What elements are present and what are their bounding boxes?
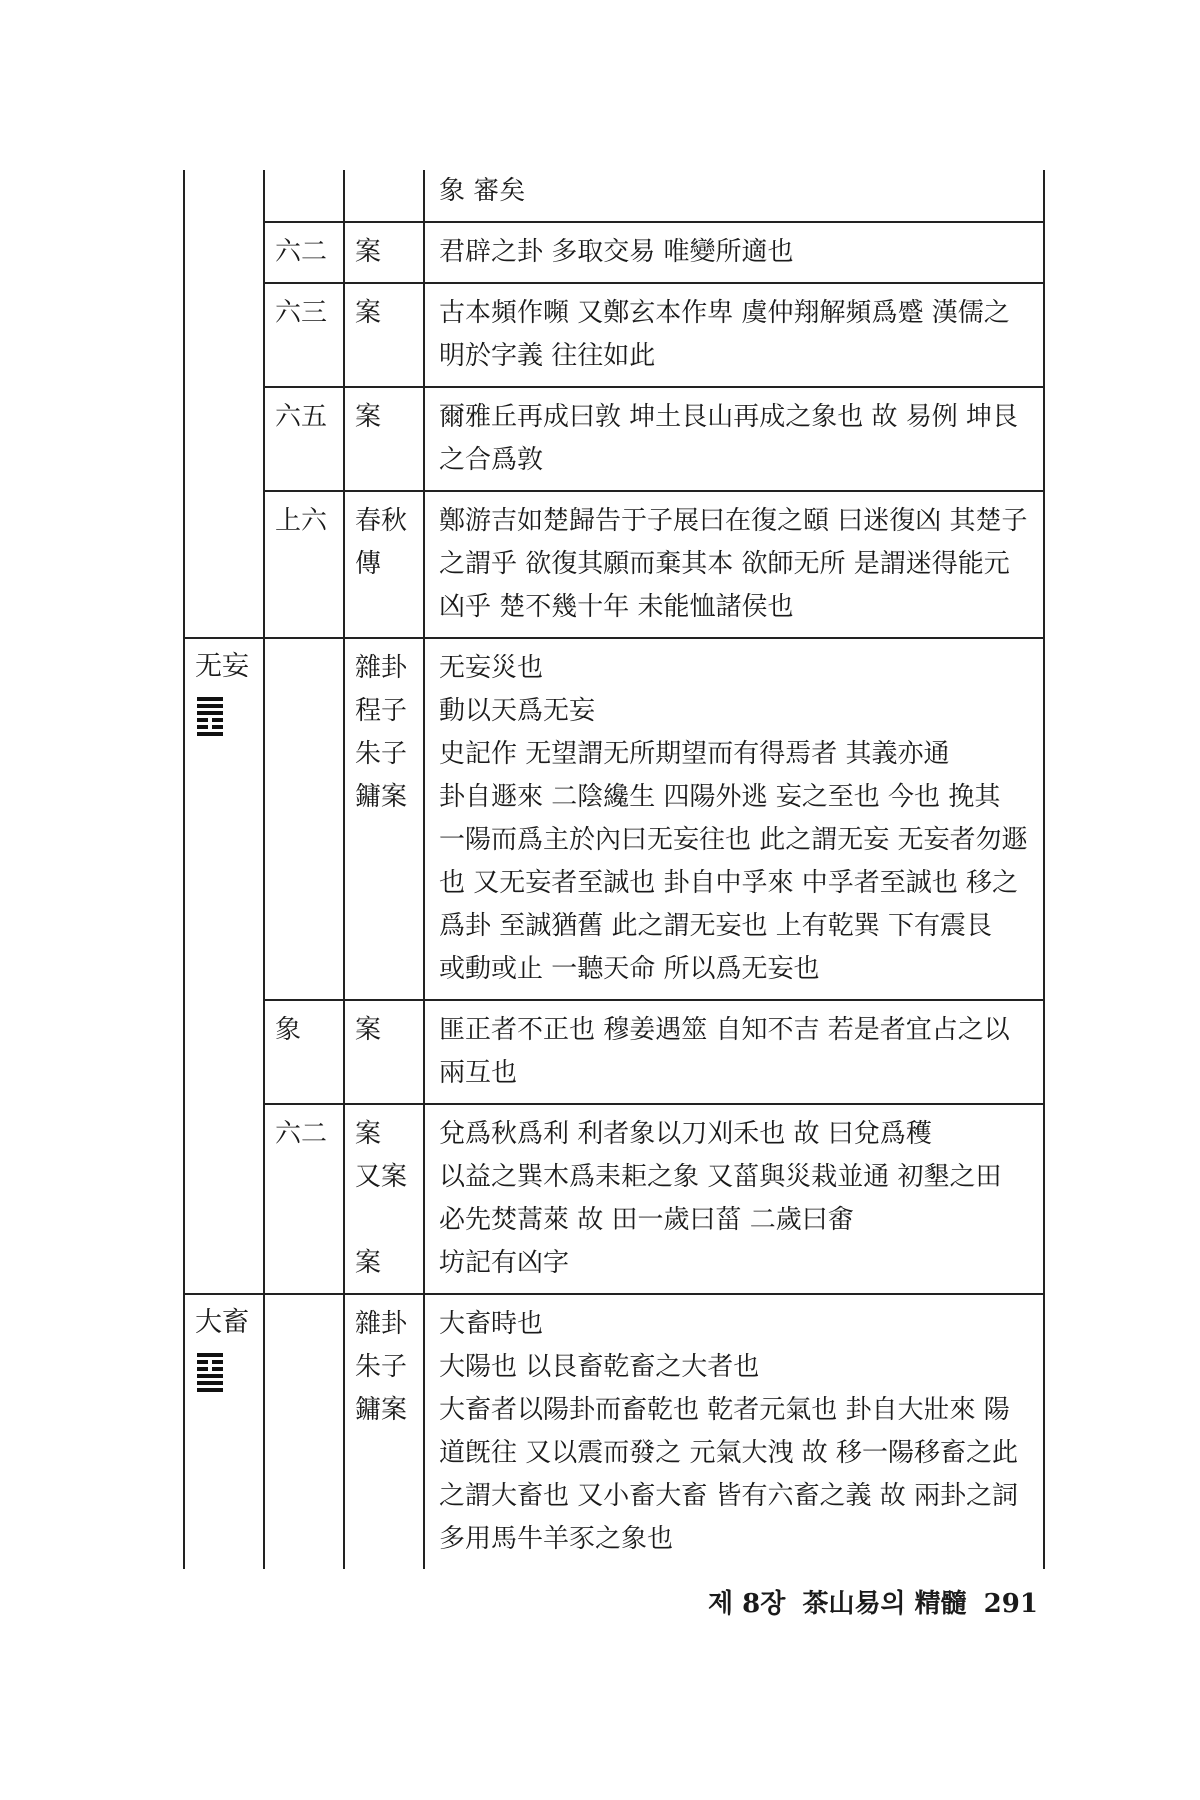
- commentary-line: 道旣往 又以震而發之 元氣大洩 故 移一陽移畜之此: [439, 1438, 1019, 1468]
- source-cell: [344, 170, 424, 222]
- table-row: [184, 1294, 1044, 1569]
- table-row: [184, 1000, 1044, 1104]
- source-label: 朱子: [355, 739, 408, 769]
- commentary-cell: [424, 283, 1044, 387]
- commentary-line: 大畜者以陽卦而畜乾也 乾者元氣也 卦自大壯來 陽: [439, 1395, 1010, 1425]
- commentary-cell: [424, 1000, 1044, 1104]
- hexagram-daxu-icon: [197, 1353, 223, 1392]
- line-position-cell: 六二: [264, 1104, 344, 1294]
- commentary-line: 也 又无妄者至誠也 卦自中孚來 中孚者至誠也 移之: [439, 868, 1019, 898]
- hexagram-cell: [184, 1294, 264, 1569]
- source-label: 程子: [355, 696, 408, 726]
- commentary-table: [183, 170, 1045, 1569]
- source-cell: [344, 1104, 424, 1294]
- commentary-line: 兩互也: [439, 1058, 518, 1088]
- line-position-cell: 六三: [264, 283, 344, 387]
- line-position-cell: [264, 1294, 344, 1569]
- line-position-cell: [264, 638, 344, 1000]
- source-label: 案: [355, 1248, 382, 1278]
- table-row: [184, 222, 1044, 283]
- source-label: [355, 1199, 413, 1242]
- hexagram-wuwang-icon: [197, 697, 223, 736]
- commentary-line: 兌爲秋爲利 利者象以刀刈禾也 故 曰兌爲穫: [439, 1119, 932, 1149]
- commentary-cell: [424, 1104, 1044, 1294]
- chapter-label: 제 8장: [708, 1589, 786, 1619]
- commentary-line: 爾雅丘再成曰敦 坤土艮山再成之象也 故 易例 坤艮: [439, 402, 1019, 432]
- source-label: 鏞案: [355, 1395, 408, 1425]
- commentary-cell: [424, 222, 1044, 283]
- source-cell: [344, 491, 424, 638]
- commentary-line: 君辟之卦 多取交易 唯變所適也: [439, 237, 794, 267]
- commentary-line: 或動或止 一聽天命 所以爲无妄也: [439, 954, 820, 984]
- commentary-cell: [424, 491, 1044, 638]
- table-row: [184, 283, 1044, 387]
- table-row: [184, 387, 1044, 491]
- commentary-line: 多用馬牛羊豕之象也: [439, 1524, 674, 1554]
- commentary-line: 大畜時也: [439, 1309, 544, 1339]
- commentary-line: 鄭游吉如楚歸告于子展曰在復之頤 曰迷復凶 其楚子: [439, 506, 1028, 536]
- commentary-cell: [424, 170, 1044, 222]
- source-cell: [344, 638, 424, 1000]
- page-number: 291: [983, 1589, 1038, 1619]
- commentary-line: 史記作 无望謂无所期望而有得焉者 其義亦通: [439, 739, 950, 769]
- line-position-cell: [264, 170, 344, 222]
- line-position-cell: 六五: [264, 387, 344, 491]
- line-position-cell: 六二: [264, 222, 344, 283]
- commentary-line: 匪正者不正也 穆姜遇筮 自知不吉 若是者宜占之以: [439, 1015, 1010, 1045]
- commentary-line: 明於字義 往往如此: [439, 341, 656, 371]
- chapter-title: 茶山易의 精髓: [802, 1589, 967, 1619]
- page-footer: [700, 1583, 1038, 1620]
- table-row: [184, 1104, 1044, 1294]
- source-label: 又案: [355, 1162, 408, 1192]
- commentary-line: 動以天爲无妄: [439, 696, 596, 726]
- line-position-cell: 上六: [264, 491, 344, 638]
- source-cell: 案: [344, 387, 424, 491]
- source-label: 案: [355, 1119, 382, 1149]
- commentary-line: 爲卦 至誠猶舊 此之謂无妄也 上有乾巽 下有震艮: [439, 911, 993, 941]
- source-label: 春秋傳: [355, 506, 408, 579]
- source-cell: 案: [344, 1000, 424, 1104]
- source-cell: 案: [344, 222, 424, 283]
- commentary-line: 以益之巽木爲耒耟之象 又菑與災栽並通 初墾之田: [439, 1162, 1002, 1192]
- commentary-cell: [424, 1294, 1044, 1569]
- source-label: 雜卦: [355, 1309, 408, 1339]
- commentary-cell: [424, 387, 1044, 491]
- hexagram-cell: [184, 638, 264, 1294]
- commentary-line: 古本頻作嚬 又鄭玄本作卑 虞仲翔解頻爲蹙 漢儒之: [439, 298, 1010, 328]
- commentary-line: 一陽而爲主於內曰无妄往也 此之謂无妄 无妄者勿遯: [439, 825, 1028, 855]
- hexagram-name: 大畜: [195, 1307, 249, 1338]
- commentary-line: 凶乎 楚不幾十年 未能恤諸侯也: [439, 592, 794, 622]
- hexagram-name: 无妄: [195, 651, 249, 682]
- commentary-line: 之合爲敦: [439, 445, 544, 475]
- source-cell: 案: [344, 283, 424, 387]
- table-row: [184, 491, 1044, 638]
- commentary-line: 必先焚蒿萊 故 田一歲曰菑 二歲曰畬: [439, 1205, 854, 1235]
- table-row: [184, 638, 1044, 1000]
- hexagram-cell-empty: [184, 170, 264, 638]
- source-cell: [344, 1294, 424, 1569]
- commentary-line: 坊記有凶字: [439, 1248, 570, 1278]
- commentary-cell: [424, 638, 1044, 1000]
- commentary-line: 之謂乎 欲復其願而棄其本 欲師无所 是謂迷得能元: [439, 549, 1010, 579]
- table-row: [184, 170, 1044, 222]
- commentary-line: 无妄災也: [439, 653, 544, 683]
- commentary-line: 大陽也 以艮畜乾畜之大者也: [439, 1352, 760, 1382]
- commentary-line: 象 審矣: [439, 176, 526, 206]
- commentary-line: 卦自遯來 二陰纔生 四陽外逃 妄之至也 今也 挽其: [439, 782, 1001, 812]
- line-position-cell: 象: [264, 1000, 344, 1104]
- source-label: 鏞案: [355, 782, 408, 812]
- source-label: 朱子: [355, 1352, 408, 1382]
- source-label: 雜卦: [355, 653, 408, 683]
- commentary-line: 之謂大畜也 又小畜大畜 皆有六畜之義 故 兩卦之詞: [439, 1481, 1019, 1511]
